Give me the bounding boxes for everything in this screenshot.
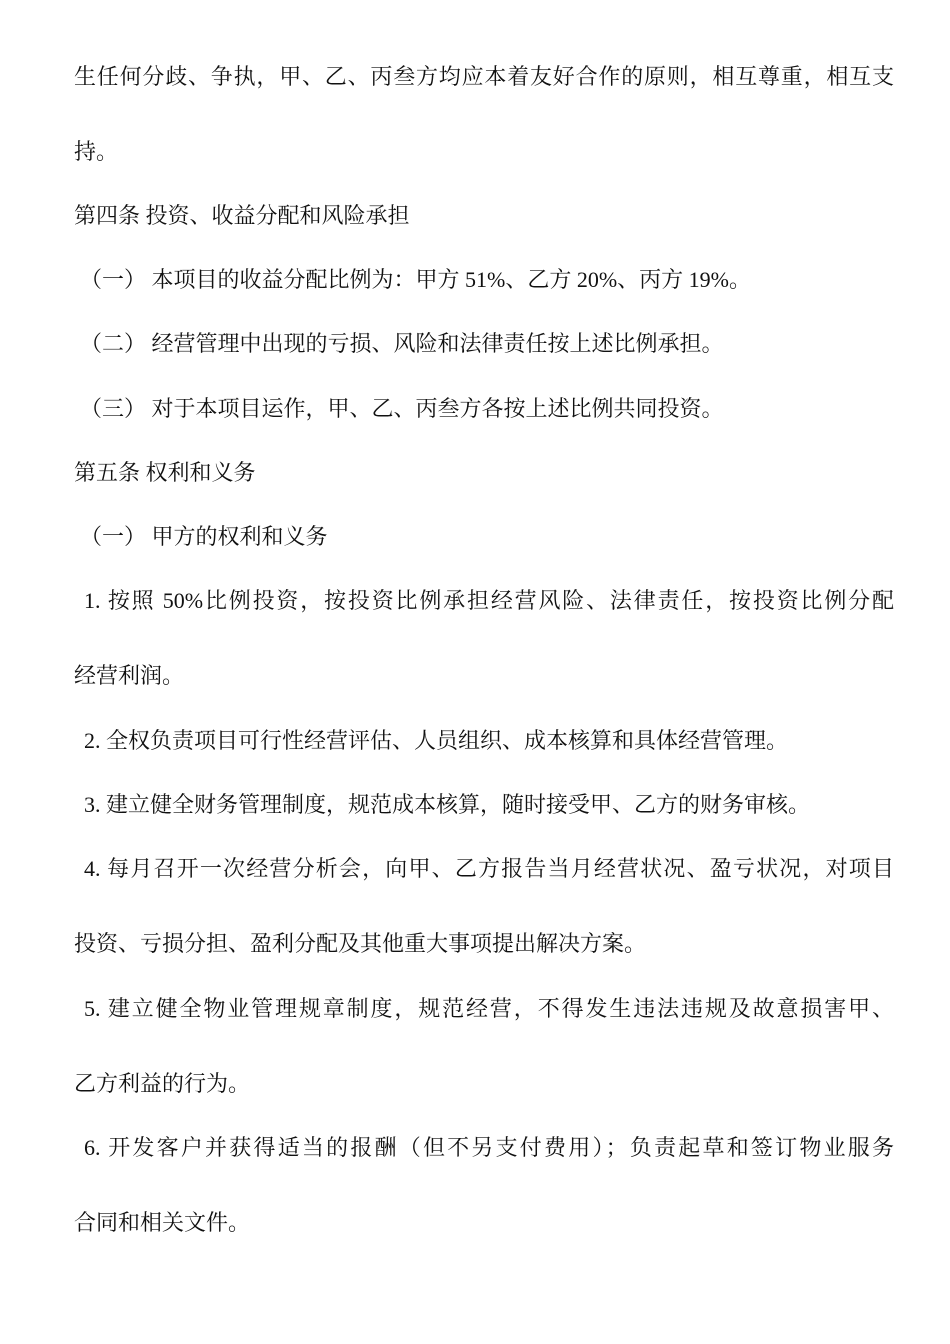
paragraph-line: 经营利润。	[74, 663, 185, 688]
numbered-item: 6. 开发客户并获得适当的报酬（但不另支付费用）；负责起草和签订物业服务	[84, 1135, 894, 1160]
paragraph-line: 乙方利益的行为。	[74, 1071, 251, 1096]
paragraph-line: 合同和相关文件。	[74, 1210, 251, 1235]
section-heading: 第五条 权利和义务	[74, 460, 256, 485]
clause-item: （三） 对于本项目运作，甲、乙、丙叁方各按上述比例共同投资。	[80, 396, 724, 421]
paragraph-line: 投资、亏损分担、盈利分配及其他重大事项提出解决方案。	[74, 931, 647, 956]
clause-item: （二） 经营管理中出现的亏损、风险和法律责任按上述比例承担。	[80, 331, 724, 356]
numbered-item: 5. 建立健全物业管理规章制度，规范经营，不得发生违法违规及故意损害甲、	[84, 996, 894, 1021]
numbered-item: 4. 每月召开一次经营分析会，向甲、乙方报告当月经营状况、盈亏状况，对项目	[84, 856, 894, 881]
subsection-heading: （一） 甲方的权利和义务	[80, 524, 328, 549]
paragraph-line: 生任何分歧、争执，甲、乙、丙叁方均应本着友好合作的原则，相互尊重，相互支	[74, 64, 894, 89]
clause-item: （一） 本项目的收益分配比例为：甲方 51%、乙方 20%、丙方 19%。	[80, 267, 751, 292]
numbered-item: 3. 建立健全财务管理制度，规范成本核算，随时接受甲、乙方的财务审核。	[84, 792, 811, 817]
paragraph-line: 持。	[74, 139, 119, 164]
numbered-item: 2. 全权负责项目可行性经营评估、人员组织、成本核算和具体经营管理。	[84, 728, 789, 753]
section-heading: 第四条 投资、收益分配和风险承担	[74, 203, 410, 228]
numbered-item: 1. 按照 50%比例投资，按投资比例承担经营风险、法律责任，按投资比例分配	[84, 588, 894, 613]
